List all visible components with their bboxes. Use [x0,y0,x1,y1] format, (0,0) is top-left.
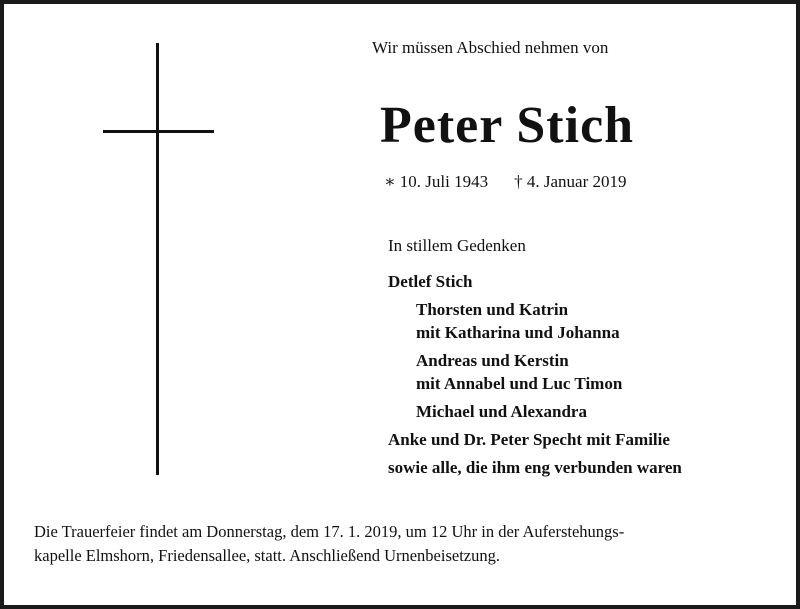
funeral-info-line-2: kapelle Elmshorn, Friedensallee, statt. Anschließend Urnenbeisetzung. [34,546,500,565]
mourner-family-3: Michael und Alexandra [416,402,587,421]
mourner-extended: Anke und Dr. Peter Specht mit Familie [388,430,670,449]
life-dates [384,172,627,192]
deceased-name: Peter Stich [380,97,635,154]
mourner-family-2-line-2: mit Annabel und Luc Timon [416,374,623,393]
mourner-others: sowie alle, die ihm eng verbunden waren [388,458,682,477]
cross-icon-bar [103,130,214,133]
mourner-primary: Detlef Stich [388,272,473,291]
cross-icon [156,43,159,475]
birth-date: ∗ 10. Juli 1943 [384,172,489,191]
death-date: † 4. Januar 2019 [514,172,627,191]
intro-text: Wir müssen Abschied nehmen von [372,38,609,57]
funeral-info [34,520,774,568]
mourner-family-1-line-1: Thorsten und Katrin [416,300,569,319]
mourners-list [388,270,682,479]
funeral-info-line-1: Die Trauerfeier findet am Donnerstag, dem 17. 1. 2019, um 12 Uhr in der Auferstehungs- [34,522,625,541]
mourner-family-1-line-2: mit Katharina und Johanna [416,323,620,342]
memorial-phrase: In stillem Gedenken [388,236,526,255]
mourner-family-2-line-1: Andreas und Kerstin [416,351,569,370]
